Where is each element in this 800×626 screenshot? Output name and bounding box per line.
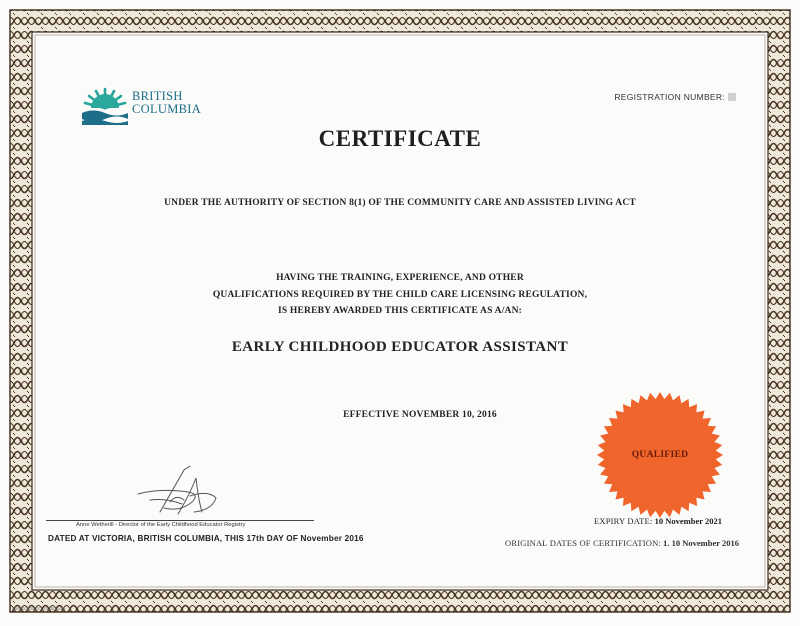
expiry-value: 10 November 2021 [654,516,722,526]
signer-name: Anne Wetherill - Director of the Early Childhood Educator Registry [76,522,246,528]
qualification-statement [0,270,800,320]
certificate-role: EARLY CHILDHOOD EDUCATOR ASSISTANT [231,339,569,355]
qualified-seal [596,391,724,519]
registration-label: REGISTRATION NUMBER: [614,92,725,102]
original-label: ORIGINAL DATES OF CERTIFICATION: [505,538,661,548]
registration-redacted-box [728,93,736,101]
original-certification-dates [505,538,739,548]
qualification-line-2: QUALIFICATIONS REQUIRED BY THE CHILD CARE LICENSING REGULATION, [212,289,588,300]
qualification-line-1: HAVING THE TRAINING, EXPERIENCE, AND OTHER [276,273,524,283]
bc-sun-logo-icon [80,86,130,126]
logo-line-columbia: COLUMBIA [132,102,202,116]
expiry-label: EXPIRY DATE: [593,516,653,526]
signature-line [46,520,314,521]
qualification-line-3: IS HEREBY AWARDED THIS CERTIFICATE AS A/AN: [277,306,523,316]
seal-label: QUALIFIED [631,450,689,460]
bc-logo [80,86,220,126]
registration-number [614,92,736,102]
expiry-date [594,516,722,526]
effective-date: EFFECTIVE NOVEMBER 10, 2016 [343,410,497,420]
authority-statement: UNDER THE AUTHORITY OF SECTION 8(1) OF THE COMMUNITY CARE AND ASSISTED LIVING ACT [164,198,636,208]
logo-line-british: BRITISH [132,89,183,103]
dated-statement: DATED AT VICTORIA, BRITISH COLUMBIA, THIS 17th DAY OF November 2016 [48,534,364,543]
signature-icon [130,454,230,524]
certificate-title: CERTIFICATE [318,126,482,151]
original-value: 1. 10 November 2016 [663,538,739,548]
form-code: 45000/3/0/2/3 / 2015/11/06 [12,606,66,611]
logo-wordmark [132,90,201,116]
